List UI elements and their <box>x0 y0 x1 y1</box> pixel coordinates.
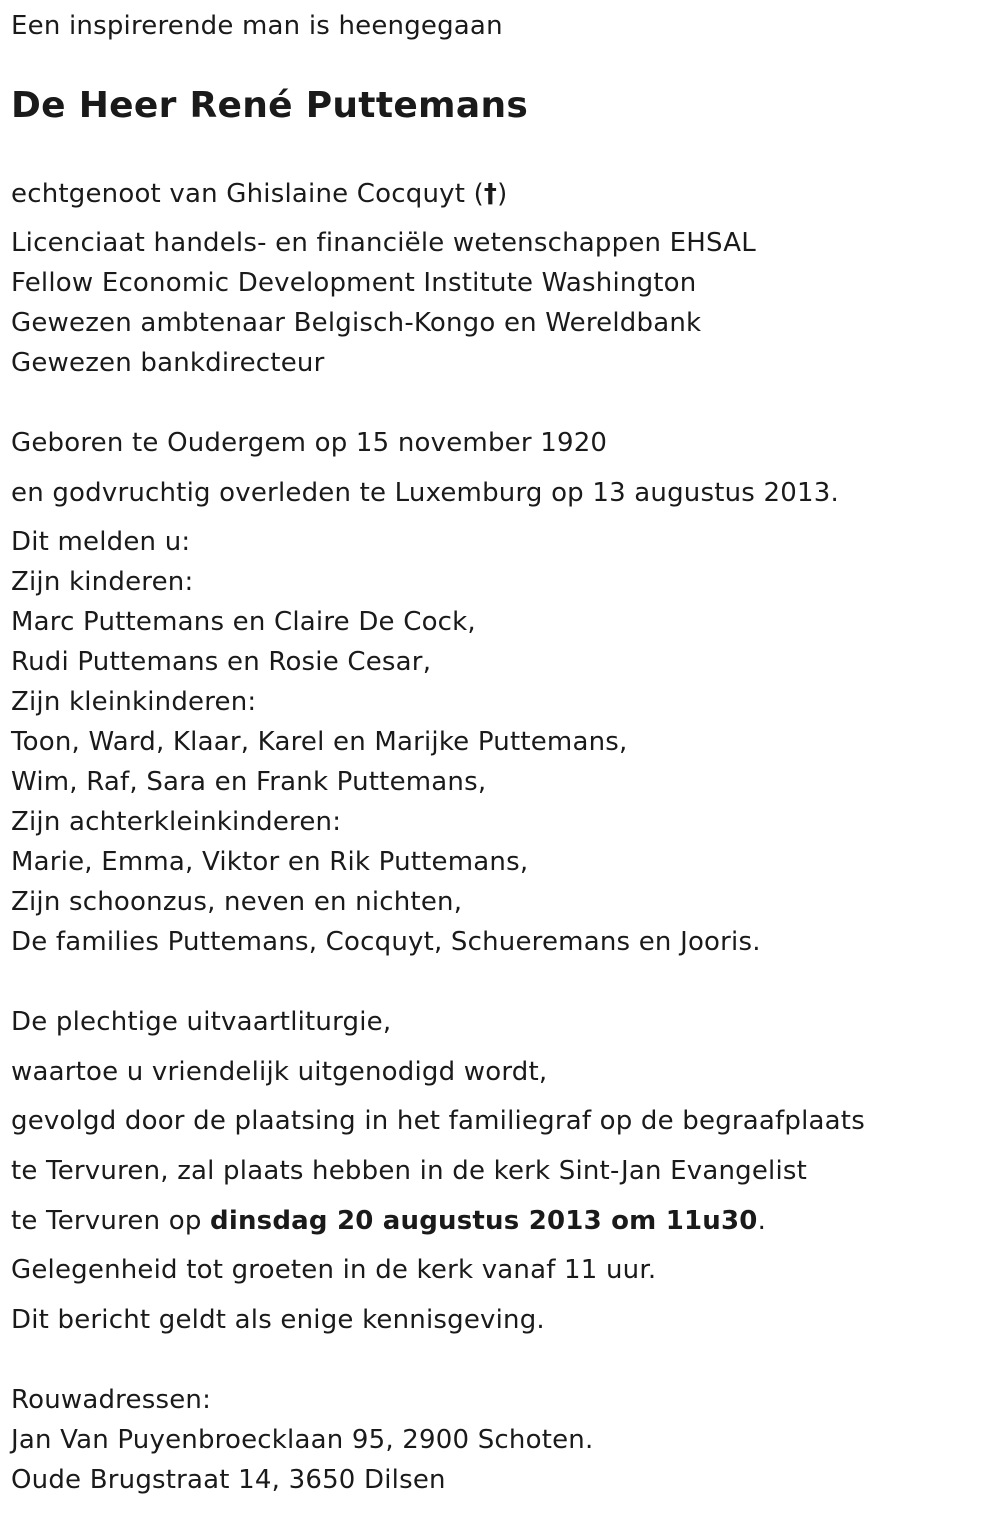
birth-text: Geboren te Oudergem op 15 november 1920 <box>11 428 608 458</box>
notice-text: Dit bericht geldt als enige kennisgeving. <box>11 1305 545 1335</box>
family-line: Zijn kleinkinderen: <box>11 687 257 717</box>
family-line: Zijn achterkleinkinderen: <box>11 807 342 837</box>
cross-icon: † <box>483 179 498 209</box>
family-line: De families Puttemans, Cocquyt, Schueremans en Jooris. <box>11 927 761 957</box>
funeral-line: waartoe u vriendelijk uitgenodigd wordt, <box>11 1057 548 1087</box>
family-line: Wim, Raf, Sara en Frank Puttemans, <box>11 767 487 797</box>
spouse-text: echtgenoot van Ghislaine Cocquyt ( <box>11 179 484 209</box>
spouse-close: ) <box>497 179 508 209</box>
greeting-text: Gelegenheid tot groeten in de kerk vanaf 11 uur. <box>11 1255 657 1285</box>
family-line: Zijn schoonzus, neven en nichten, <box>11 887 463 917</box>
family-line: Marc Puttemans en Claire De Cock, <box>11 607 476 637</box>
intro-text: Een inspirerende man is heengegaan <box>11 11 503 41</box>
title-line: Fellow Economic Development Institute Washington <box>11 268 697 298</box>
title-line: Gewezen ambtenaar Belgisch-Kongo en Wereldbank <box>11 308 702 338</box>
funeral-date: dinsdag 20 augustus 2013 om 11u30 <box>210 1206 758 1236</box>
family-line: Zijn kinderen: <box>11 567 194 597</box>
family-line: Rudi Puttemans en Rosie Cesar, <box>11 647 432 677</box>
title-line: Gewezen bankdirecteur <box>11 348 325 378</box>
family-line: Marie, Emma, Viktor en Rik Puttemans, <box>11 847 529 877</box>
death-text: en godvruchtig overleden te Luxemburg op 13 augustus 2013. <box>11 478 839 508</box>
family-line: Toon, Ward, Klaar, Karel en Marijke Puttemans, <box>11 727 628 757</box>
address-line: Jan Van Puyenbroecklaan 95, 2900 Schoten. <box>11 1425 594 1455</box>
funeral-date-line <box>11 1204 766 1238</box>
funeral-line: De plechtige uitvaartliturgie, <box>11 1007 392 1037</box>
funeral-date-prefix: te Tervuren op <box>11 1206 211 1236</box>
addresses-label: Rouwadressen: <box>11 1385 212 1415</box>
deceased-name: De Heer René Puttemans <box>11 85 529 126</box>
funeral-line: gevolgd door de plaatsing in het familiegraf op de begraafplaats <box>11 1106 865 1136</box>
funeral-line: te Tervuren, zal plaats hebben in de kerk Sint-Jan Evangelist <box>11 1156 808 1186</box>
spouse-line <box>11 177 507 211</box>
family-line: Dit melden u: <box>11 527 191 557</box>
funeral-date-suffix: . <box>757 1206 767 1236</box>
address-line: Oude Brugstraat 14, 3650 Dilsen <box>11 1465 446 1495</box>
title-line: Licenciaat handels- en financiële wetenschappen EHSAL <box>11 228 756 258</box>
